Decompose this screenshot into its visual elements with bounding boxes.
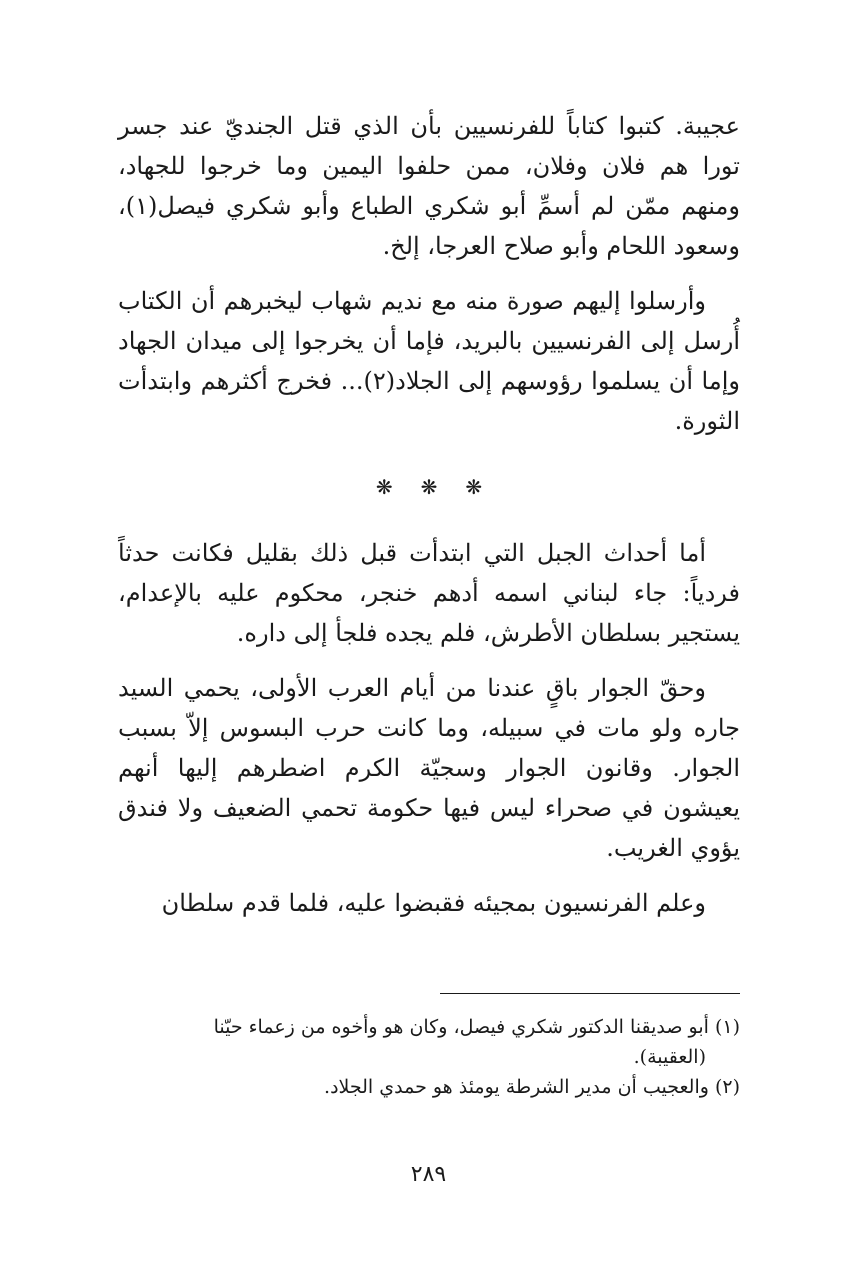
paragraph-5: وعلم الفرنسيون بمجيئه فقبضوا عليه، فلما قدم سلطان xyxy=(161,889,706,917)
main-text xyxy=(118,106,740,923)
separator-star-icon: ❋ xyxy=(465,475,483,499)
footnote-2 xyxy=(118,1072,740,1102)
separator-star-icon: ❋ xyxy=(375,475,393,499)
section-separator xyxy=(118,441,740,533)
paragraph-3: أما أحداث الجبل التي ابتدأت قبل ذلك بقليل فكانت حدثاً فردياً: جاء لبناني اسمه أدهم خنجر، محكوم عليه بالإعدام، يستجير بسلطان الأطرش، فلم يجده فلجأ إلى داره. xyxy=(118,539,740,647)
paragraph-4: وحقّ الجوار باقٍ عندنا من أيام العرب الأولى، يحمي السيد جاره ولو مات في سبيله، وما كانت حرب البسوس إلاّ بسبب الجوار. وقانون الجوار وسجيّة الكرم اضطرهم إليها أنهم يعيشون في صحراء ليس فيها حكومة تحمي الضعيف ولا فندق يؤوي الغريب. xyxy=(118,674,740,862)
footnote-1-line-2: (العقيبة). xyxy=(633,1046,706,1068)
page-number: ٢٨٩ xyxy=(410,1162,447,1187)
footnotes xyxy=(118,1012,740,1102)
footnote-divider xyxy=(440,993,740,994)
footnote-2-line-1: (٢) والعجيب أن مدير الشرطة يومئذ هو حمدي الجلاد. xyxy=(324,1076,740,1098)
paragraph-1: عجيبة. كتبوا كتاباً للفرنسيين بأن الذي قتل الجنديّ عند جسر تورا هم فلان وفلان، ممن حلفوا اليمين وما خرجوا للجهاد، ومنهم ممّن لم أسمِّ أبو شكري الطباع وأبو شكري فيصل(١)، وسعود اللحام وأبو صلاح العرجا، إلخ. xyxy=(118,112,740,260)
footnote-1-line-1: (١) أبو صديقنا الدكتور شكري فيصل، وكان هو وأخوه من زعماء حيّنا xyxy=(213,1016,740,1038)
footnote-1 xyxy=(118,1012,740,1072)
paragraph-2: وأرسلوا إليهم صورة منه مع نديم شهاب ليخبرهم أن الكتاب أُرسل إلى الفرنسيين بالبريد، فإما أن يخرجوا إلى ميدان الجهاد وإما أن يسلموا رؤوسهم إلى الجلاد(٢)... فخرج أكثرهم وابتدأت الثورة. xyxy=(118,287,740,435)
separator-star-icon: ❋ xyxy=(420,475,438,499)
